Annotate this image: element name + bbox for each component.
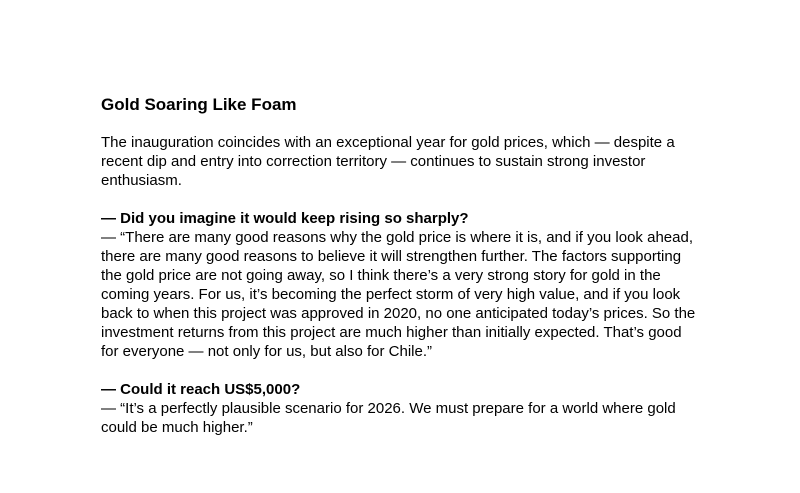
answer-2: — “It’s a perfectly plausible scenario for 2026. We must prepare for a world where gold could be much higher.” <box>101 400 676 436</box>
answer-1: — “There are many good reasons why the gold price is where it is, and if you look ahead, there are many good reasons to believe it will strengthen further. The factors supporting the gold price are not going away, so I think there’s a very strong story for gold in the coming years. For us, it’s becoming the perfect storm of very high value, and if you look back to when this project was approved in 2020, no one anticipated today’s prices. So the investment returns from this project are much higher than initially expected. That’s good for everyone — not only for us, but also for Chile.” <box>101 229 696 360</box>
intro-paragraph: The inauguration coincides with an exceptional year for gold prices, which — despite a recent dip and entry into correction territory — continues to sustain strong investor enthusiasm. <box>101 134 675 189</box>
article-heading: Gold Soaring Like Foam <box>101 95 297 114</box>
article <box>101 93 701 456</box>
qa-block <box>101 380 701 437</box>
question-2: — Could it reach US$5,000? <box>101 381 301 398</box>
question-1: — Did you imagine it would keep rising so sharply? <box>101 210 469 227</box>
qa-block <box>101 209 701 361</box>
